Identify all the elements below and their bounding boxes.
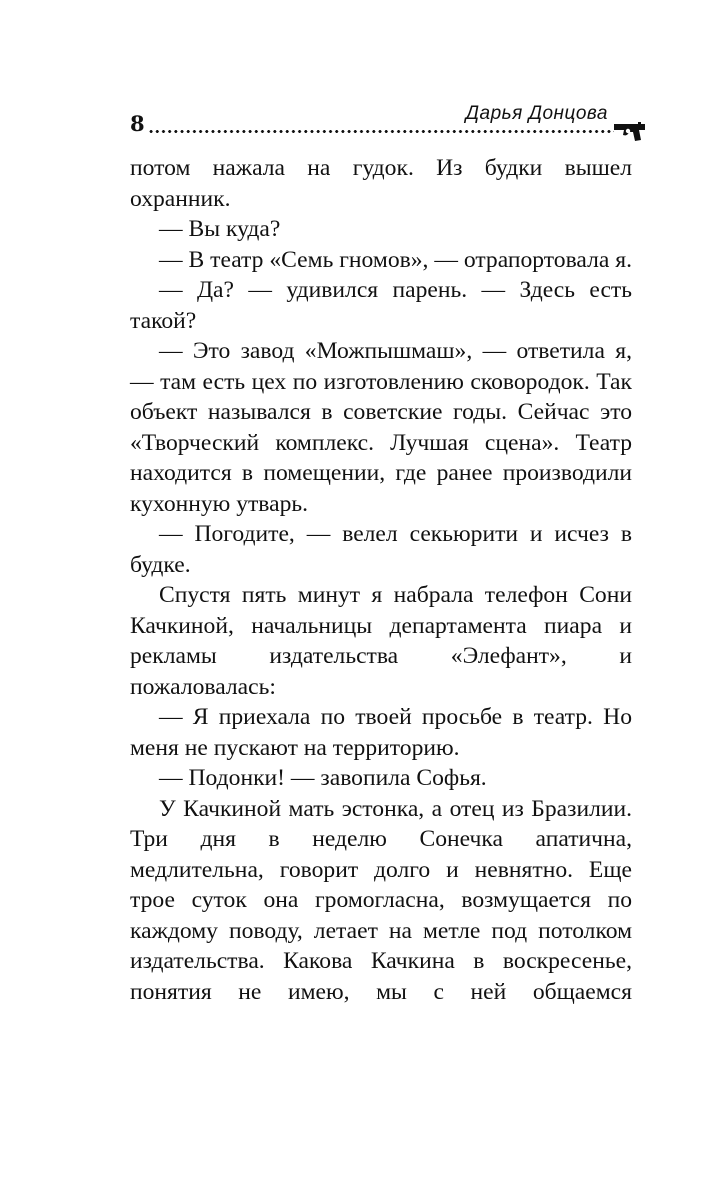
paragraph: — Я приехала по твоей просьбе в театр. Но меня не пускают на территорию. bbox=[130, 704, 632, 761]
running-head-author: Дарья Донцова bbox=[465, 103, 608, 124]
dotted-leader bbox=[148, 130, 614, 133]
revolver-icon bbox=[614, 120, 650, 142]
paragraph: Спустя пять минут я набрала телефон Сони Качкиной, начальницы департамента пиара и рекламы издательства «Элефант», и пожаловалась: bbox=[130, 582, 632, 700]
paragraph: — Вы куда? bbox=[159, 216, 281, 242]
page-number: 8 bbox=[130, 111, 145, 136]
running-header bbox=[130, 96, 650, 142]
paragraph: — В театр «Семь гномов», — отрапортовала я. bbox=[159, 246, 632, 273]
paragraph: — Да? — удивился парень. — Здесь есть такой? bbox=[130, 277, 632, 334]
paragraph: потом нажала на гудок. Из будки вышел охранник. bbox=[130, 155, 632, 212]
paragraph: — Погодите, — велел секьюрити и исчез в будке. bbox=[130, 521, 632, 578]
paragraph: У Качкиной мать эстонка, а отец из Бразилии. Три дня в неделю Сонечка апатична, медлительна, говорит долго и невнятно. Еще трое суток она громогласна, возмущается по каждому поводу, летает на метле под потолком издательства. Какова Качкина в воскресенье, понятия не имею, мы с ней общаемся bbox=[130, 795, 632, 1005]
page-body bbox=[130, 153, 632, 1007]
paragraph: — Это завод «Можпышмаш», — ответила я, — там есть цех по изготовлению сковородок. Так объект назывался в советские годы. Сейчас это «Творческий комплекс. Лучшая сцена». Театр находится в помещении, где ранее производили кухонную утварь. bbox=[130, 338, 632, 517]
paragraph: — Подонки! — завопила Софья. bbox=[159, 765, 487, 791]
